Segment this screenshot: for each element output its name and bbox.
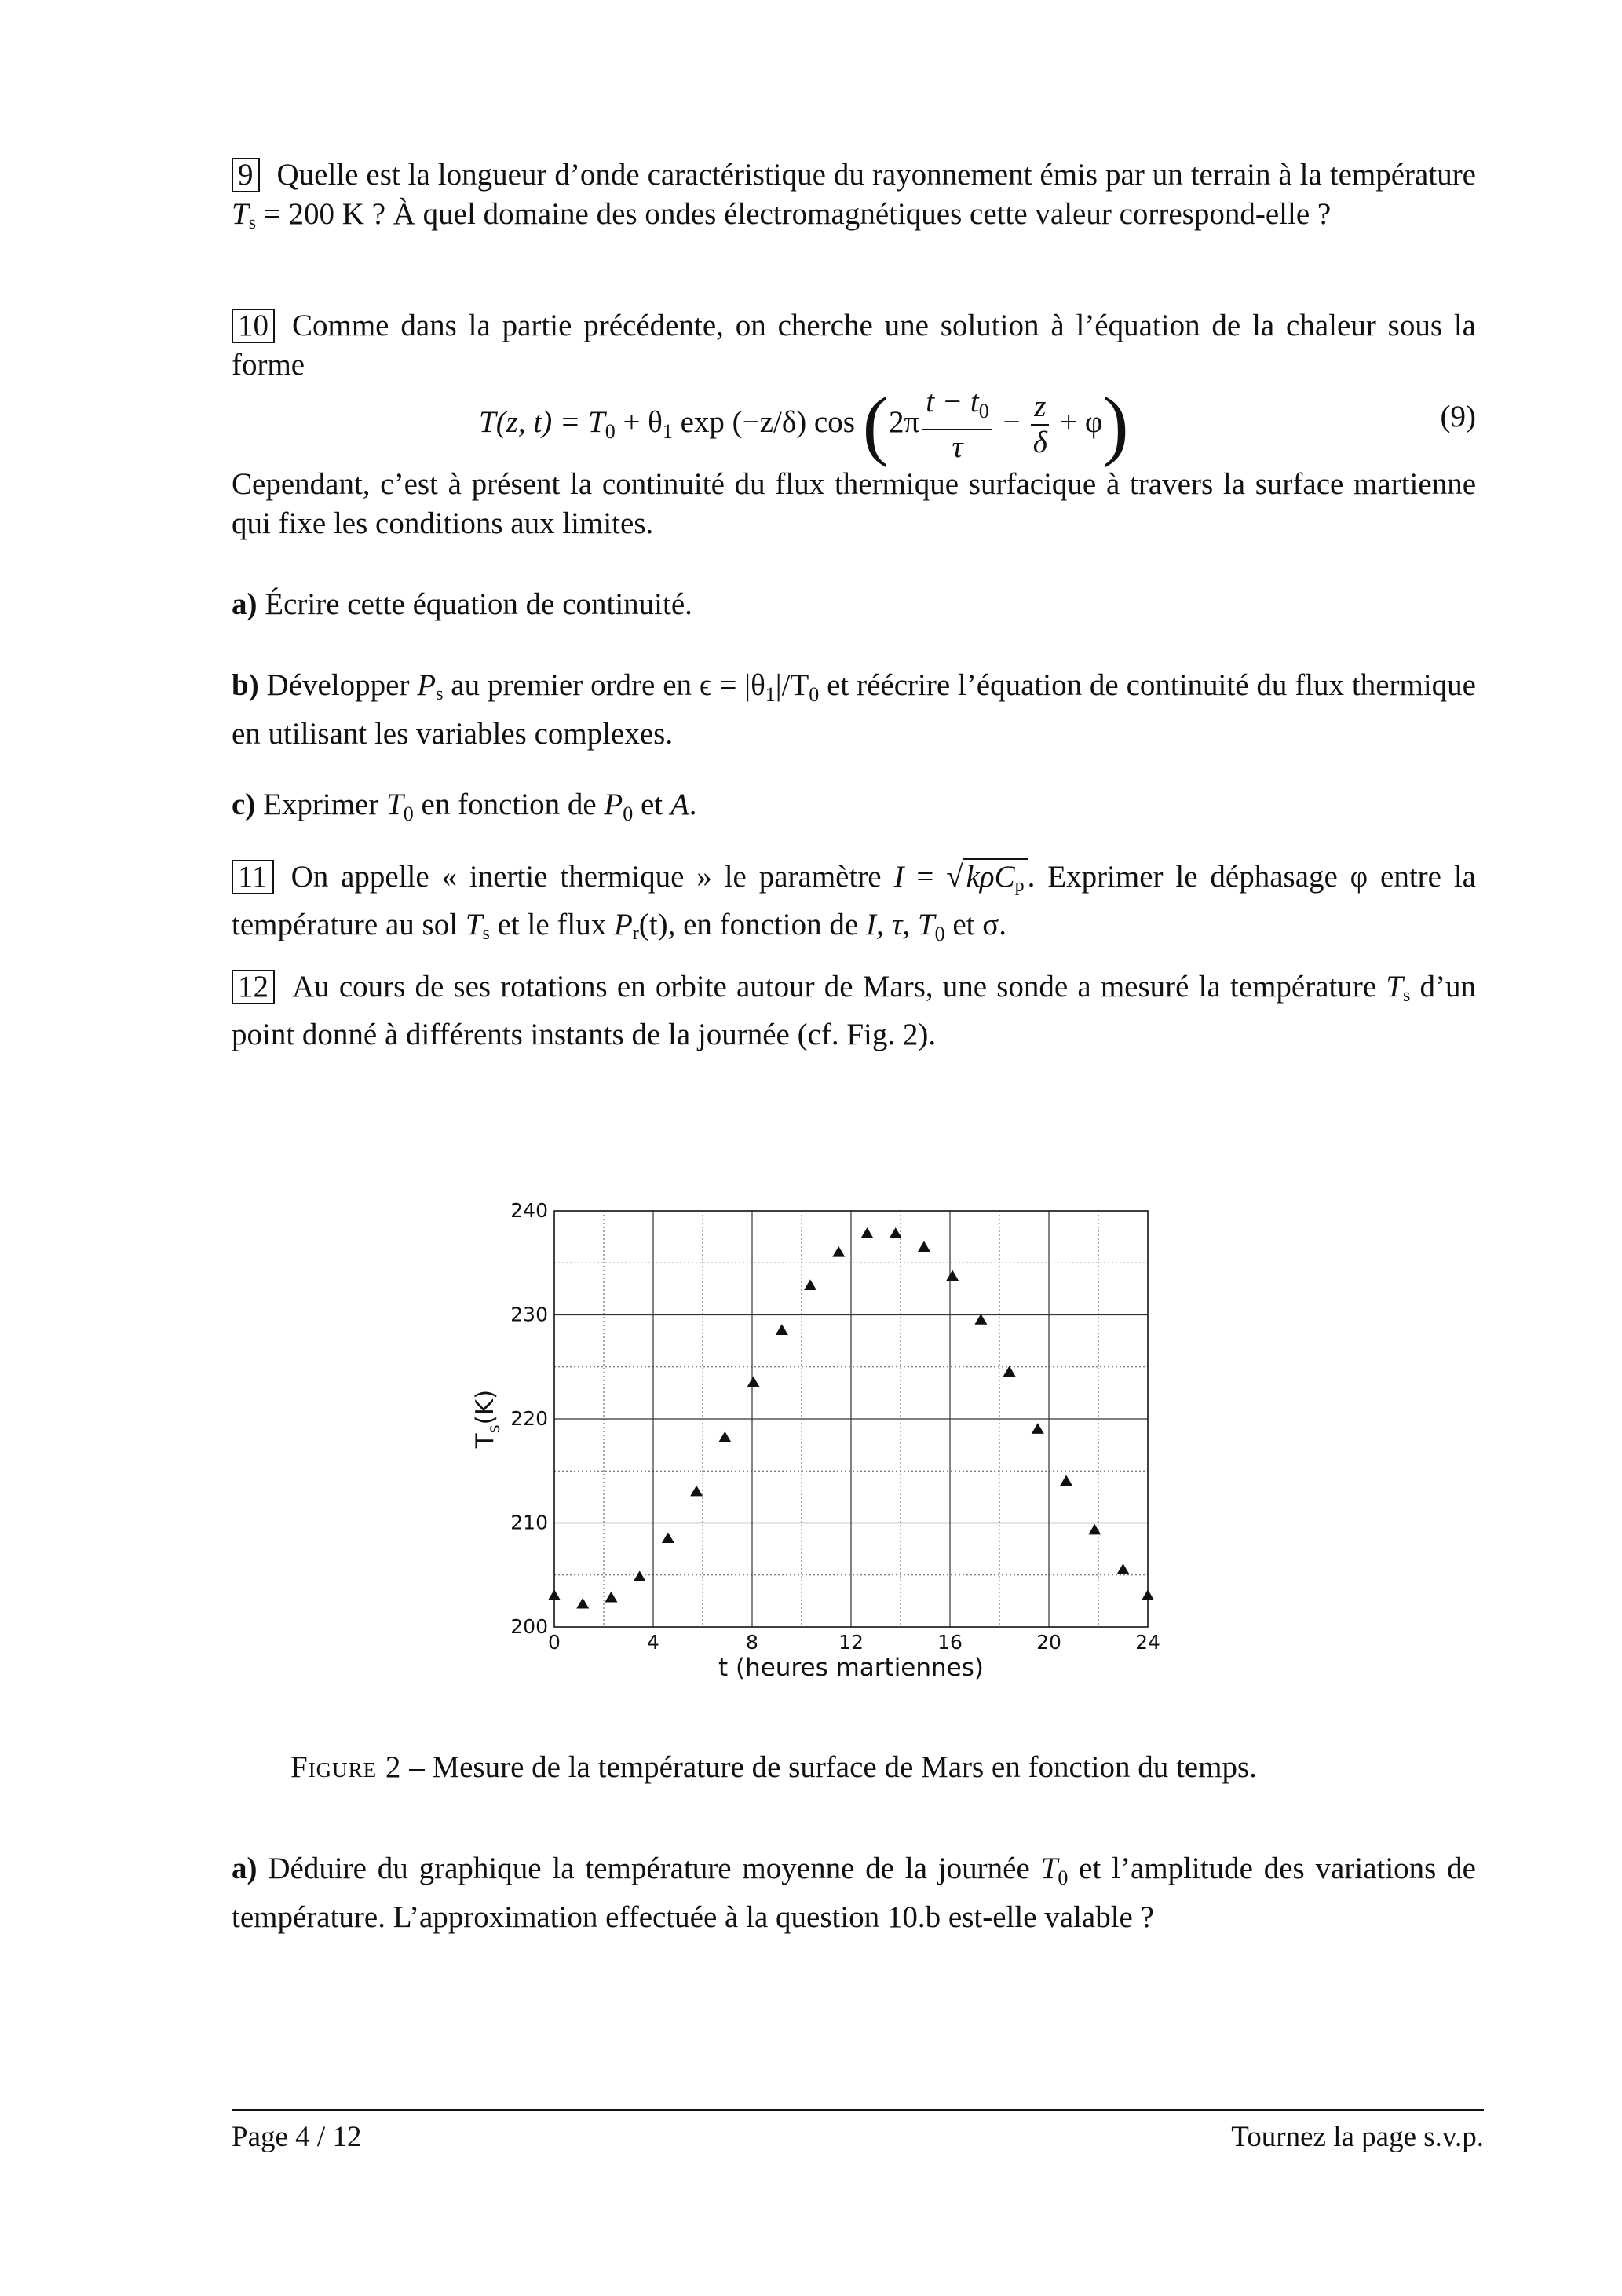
y-tick-label: 230	[510, 1303, 548, 1326]
data-point-triangle	[1003, 1366, 1016, 1377]
equation-number: (9)	[1440, 400, 1476, 433]
question-number: 11	[232, 860, 274, 894]
data-point-triangle	[718, 1431, 731, 1442]
fraction-time: $\frac{t - t_0}{\tau}$	[922, 385, 992, 465]
data-point-triangle	[634, 1570, 646, 1581]
data-point-triangle	[946, 1270, 959, 1281]
x-tick-label: 16	[937, 1631, 963, 1654]
data-point-triangle	[605, 1592, 617, 1603]
data-point-triangle	[890, 1227, 902, 1238]
question-10b: b) Développer Ps au premier ordre en $\epsilon = |\theta_1|/T_0$ et réécrire l’équation de continuité du flux thermique en utilisant les variables complexes.	[232, 668, 1476, 751]
data-point-triangle	[690, 1486, 703, 1497]
x-tick-labels	[548, 1631, 1160, 1654]
equation-9	[232, 369, 1476, 468]
question-12a: a) Déduire du graphique la température moyenne de la journée $T_0$ et l’amplitude des variations de température. L’approximation effectuée à la question 10.b est-elle valable ?	[232, 1852, 1476, 1934]
x-axis-label: t (heures martiennes)	[718, 1654, 985, 1682]
footer-rule	[232, 2109, 1484, 2111]
y-axis-label: $T_s(K)$	[471, 1389, 503, 1449]
data-point-triangle	[918, 1241, 930, 1252]
temperature-chart	[455, 1178, 1162, 1712]
grid-major	[554, 1211, 1148, 1627]
figure-caption: Figure 2 – Mesure de la température de surface de Mars en fonction du temps.	[290, 1750, 1257, 1784]
question-9: 9 Quelle est la longueur d’onde caractéristique du rayonnement émis par un terrain à la température Ts = 200 K ? À quel domaine des ondes électromagnétiques cette valeur correspond-elle ?	[232, 158, 1476, 233]
data-point-triangle	[1142, 1589, 1154, 1600]
x-tick-label: 4	[647, 1631, 659, 1654]
sqrt-symbol: √	[946, 860, 963, 894]
question-10-context: Cependant, c’est à présent la continuité du flux thermique surfacique à travers la surface martienne qui fixe les conditions aux limites.	[232, 467, 1476, 540]
x-tick-label: 20	[1036, 1631, 1061, 1654]
page-number: Page 4 / 12	[232, 2121, 362, 2153]
y-tick-label: 240	[510, 1199, 548, 1222]
y-tick-label: 200	[510, 1615, 548, 1638]
data-point-triangle	[747, 1377, 760, 1387]
x-tick-label: 24	[1135, 1631, 1160, 1654]
question-number: 12	[232, 970, 275, 1004]
data-point-triangle	[860, 1227, 873, 1238]
data-point-triangle	[548, 1589, 561, 1600]
question-number: 10	[232, 309, 275, 343]
x-tick-label: 0	[548, 1631, 561, 1654]
question-number: 9	[232, 158, 260, 192]
x-tick-label: 12	[838, 1631, 864, 1654]
data-point-triangle	[1088, 1524, 1101, 1535]
y-tick-label: 220	[510, 1407, 548, 1430]
y-tick-labels	[510, 1199, 548, 1638]
turn-page-note: Tournez la page s.v.p.	[1231, 2121, 1484, 2153]
x-tick-label: 8	[746, 1631, 758, 1654]
equation-body: T(z, $t) = T_0 + \theta_1$ exp (−z/δ) cos (2π $\frac{t - t_0}{\tau}$ − $\frac{z}{\delta}$ + φ)	[479, 381, 1129, 468]
y-tick-label: 210	[510, 1511, 548, 1534]
data-point-triangle	[1117, 1563, 1130, 1574]
data-point-triangle	[776, 1324, 788, 1335]
question-12: 12 Au cours de ses rotations en orbite autour de Mars, une sonde a mesuré la température Ts d’un point donné à différents instants de la journée (cf. Fig. 2).	[232, 970, 1477, 1051]
sqrt-content: kρCp	[963, 858, 1028, 894]
question-10a: a) Écrire cette équation de continuité.	[232, 587, 692, 621]
data-point-triangle	[1060, 1475, 1072, 1486]
data-point-triangle	[662, 1532, 674, 1543]
data-point-triangle	[832, 1246, 845, 1257]
question-11: 11 On appelle « inertie thermique » le paramètre I = √ kρCp . Exprimer le déphasage φ entre la température au sol Ts et le flux Pr(t), en fonction de I, τ, $T_0$ et σ.	[232, 860, 1476, 945]
question-10-intro: 10 Comme dans la partie précédente, on cherche une solution à l’équation de la chaleur sous la forme	[232, 309, 1476, 382]
fraction-depth: $\frac{z}{\delta}$	[1031, 389, 1049, 460]
question-10c: c) Exprimer $T_0$ en fonction de $P_0$ et A.	[232, 788, 697, 825]
data-point-triangle	[804, 1279, 816, 1290]
figure-2	[455, 1178, 1162, 1712]
data-point-triangle	[576, 1598, 589, 1609]
data-point-triangle	[974, 1314, 987, 1325]
data-point-triangle	[1032, 1423, 1044, 1434]
